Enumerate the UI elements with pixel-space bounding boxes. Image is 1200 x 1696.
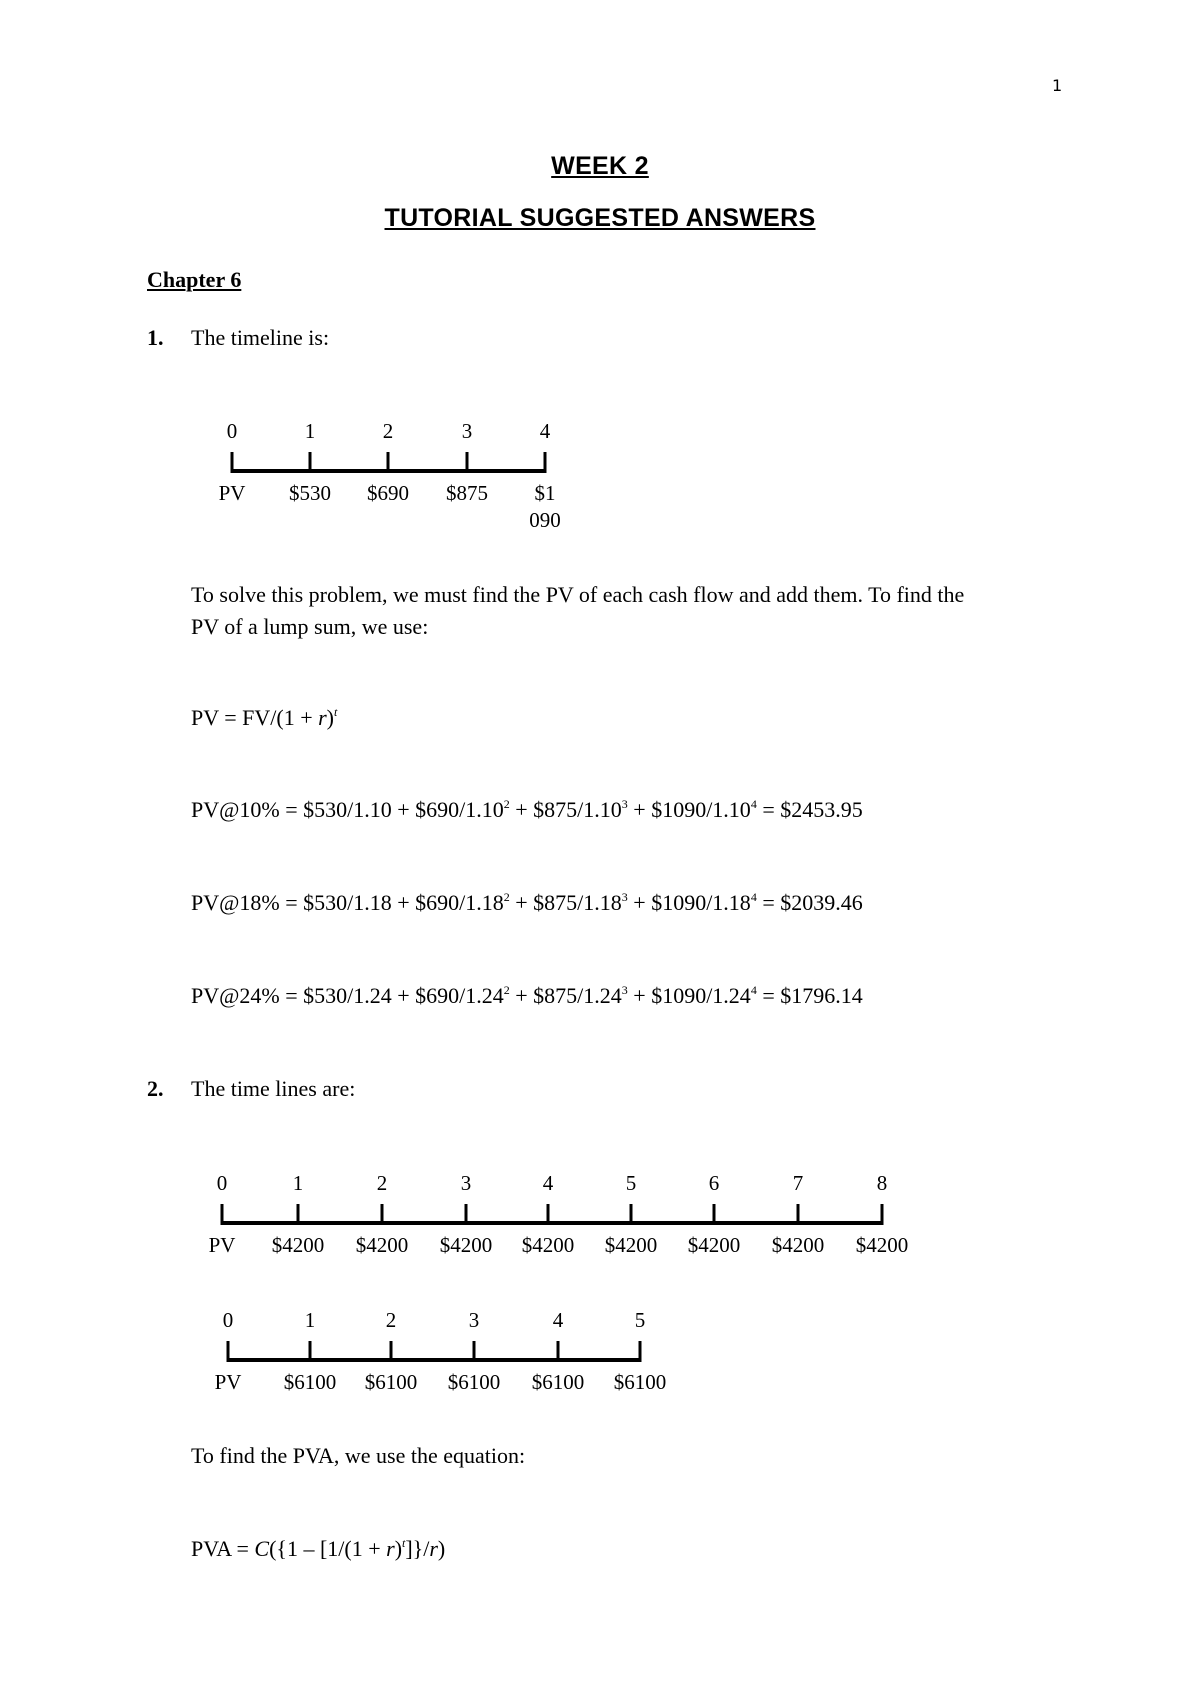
tl2-value-2: $4200 (355, 1233, 409, 1257)
tl3-value-1: $6100 (283, 1370, 337, 1394)
question-1-number: 1. (147, 325, 164, 350)
tl1-period-4: 4 (539, 419, 551, 443)
tl3-value-5: $6100 (613, 1370, 667, 1394)
page-number: 1 (1052, 76, 1063, 95)
tl2-value-5: $4200 (604, 1233, 658, 1257)
tl1-period-1: 1 (304, 419, 316, 443)
tl2-value-7: $4200 (771, 1233, 825, 1257)
question-2-intro: The time lines are: (191, 1076, 356, 1101)
tl3-period-1: 1 (304, 1308, 316, 1332)
page-subtitle: TUTORIAL SUGGESTED ANSWERS (384, 204, 816, 232)
tl2-value-1: $4200 (271, 1233, 325, 1257)
page-title: WEEK 2 (551, 152, 649, 180)
explanation-line-1: To solve this problem, we must find the PV of each cash flow and add them. To find the (191, 582, 965, 607)
tl1-period-2: 2 (382, 419, 394, 443)
tl1-value-0: PV (218, 481, 246, 505)
chapter-heading: Chapter 6 (147, 267, 242, 292)
question-2-number: 2. (147, 1076, 164, 1101)
tl1-period-3: 3 (461, 419, 473, 443)
tl1-value-1: $530 (289, 481, 331, 505)
tl2-value-0: PV (208, 1233, 236, 1257)
tl3-value-4: $6100 (531, 1370, 585, 1394)
tl3-value-3: $6100 (447, 1370, 501, 1394)
tl2-period-3: 3 (460, 1171, 472, 1195)
tl2-value-8: $4200 (855, 1233, 909, 1257)
pv-formula: PV = $FV/(1 + r)^t$ (191, 705, 338, 730)
tl1-value-4: $1 (534, 481, 556, 505)
explanation-line-2: PV of a lump sum, we use: (191, 614, 429, 639)
tl3-period-2: 2 (385, 1308, 397, 1332)
tl3-period-0: 0 (222, 1308, 234, 1332)
tl3-period-4: 4 (552, 1308, 564, 1332)
pva-intro: To find the PVA, we use the equation: (191, 1443, 526, 1468)
tl3-period-3: 3 (468, 1308, 480, 1332)
tl2-period-7: 7 (792, 1171, 804, 1195)
pv-calc-18: PV@18% = $530/1.18 + $\$690/1.18^2$ + $\$875/1.18^3$ + $\$1090/1.18^4$ = $2039.46 (191, 890, 863, 915)
tl2-value-6: $4200 (687, 1233, 741, 1257)
tl2-period-4: 4 (542, 1171, 554, 1195)
tl1-value-3: $875 (446, 481, 488, 505)
pv-calc-24: PV@24% = $530/1.24 + $\$690/1.24^2$ + $\$875/1.24^3$ + $\$1090/1.24^4$ = $1796.14 (191, 983, 863, 1008)
tl3-value-2: $6100 (364, 1370, 418, 1394)
question-1-intro: The timeline is: (191, 325, 330, 350)
tl2-value-4: $4200 (521, 1233, 575, 1257)
tl2-period-2: 2 (376, 1171, 388, 1195)
tl3-period-5: 5 (634, 1308, 646, 1332)
tl2-period-5: 5 (625, 1171, 637, 1195)
tl3-value-0: PV (214, 1370, 242, 1394)
tl2-period-1: 1 (292, 1171, 304, 1195)
tl1-period-0: 0 (226, 419, 238, 443)
tl2-period-0: 0 (216, 1171, 228, 1195)
tl2-value-3: $4200 (439, 1233, 493, 1257)
tl2-period-6: 6 (708, 1171, 720, 1195)
tl1-value-wrap: 090 (529, 508, 561, 532)
tl1-value-2: $690 (367, 481, 409, 505)
pva-formula: PVA = $C(\{1 - [1/(1 + r)^t]\}/r)$ (191, 1536, 446, 1561)
tl2-period-8: 8 (876, 1171, 888, 1195)
pv-calc-10: PV@10% = $530/1.10 + $\$690/1.10^2$ + $\$875/1.10^3$ + $\$1090/1.10^4$ = $2453.95 (191, 797, 863, 822)
